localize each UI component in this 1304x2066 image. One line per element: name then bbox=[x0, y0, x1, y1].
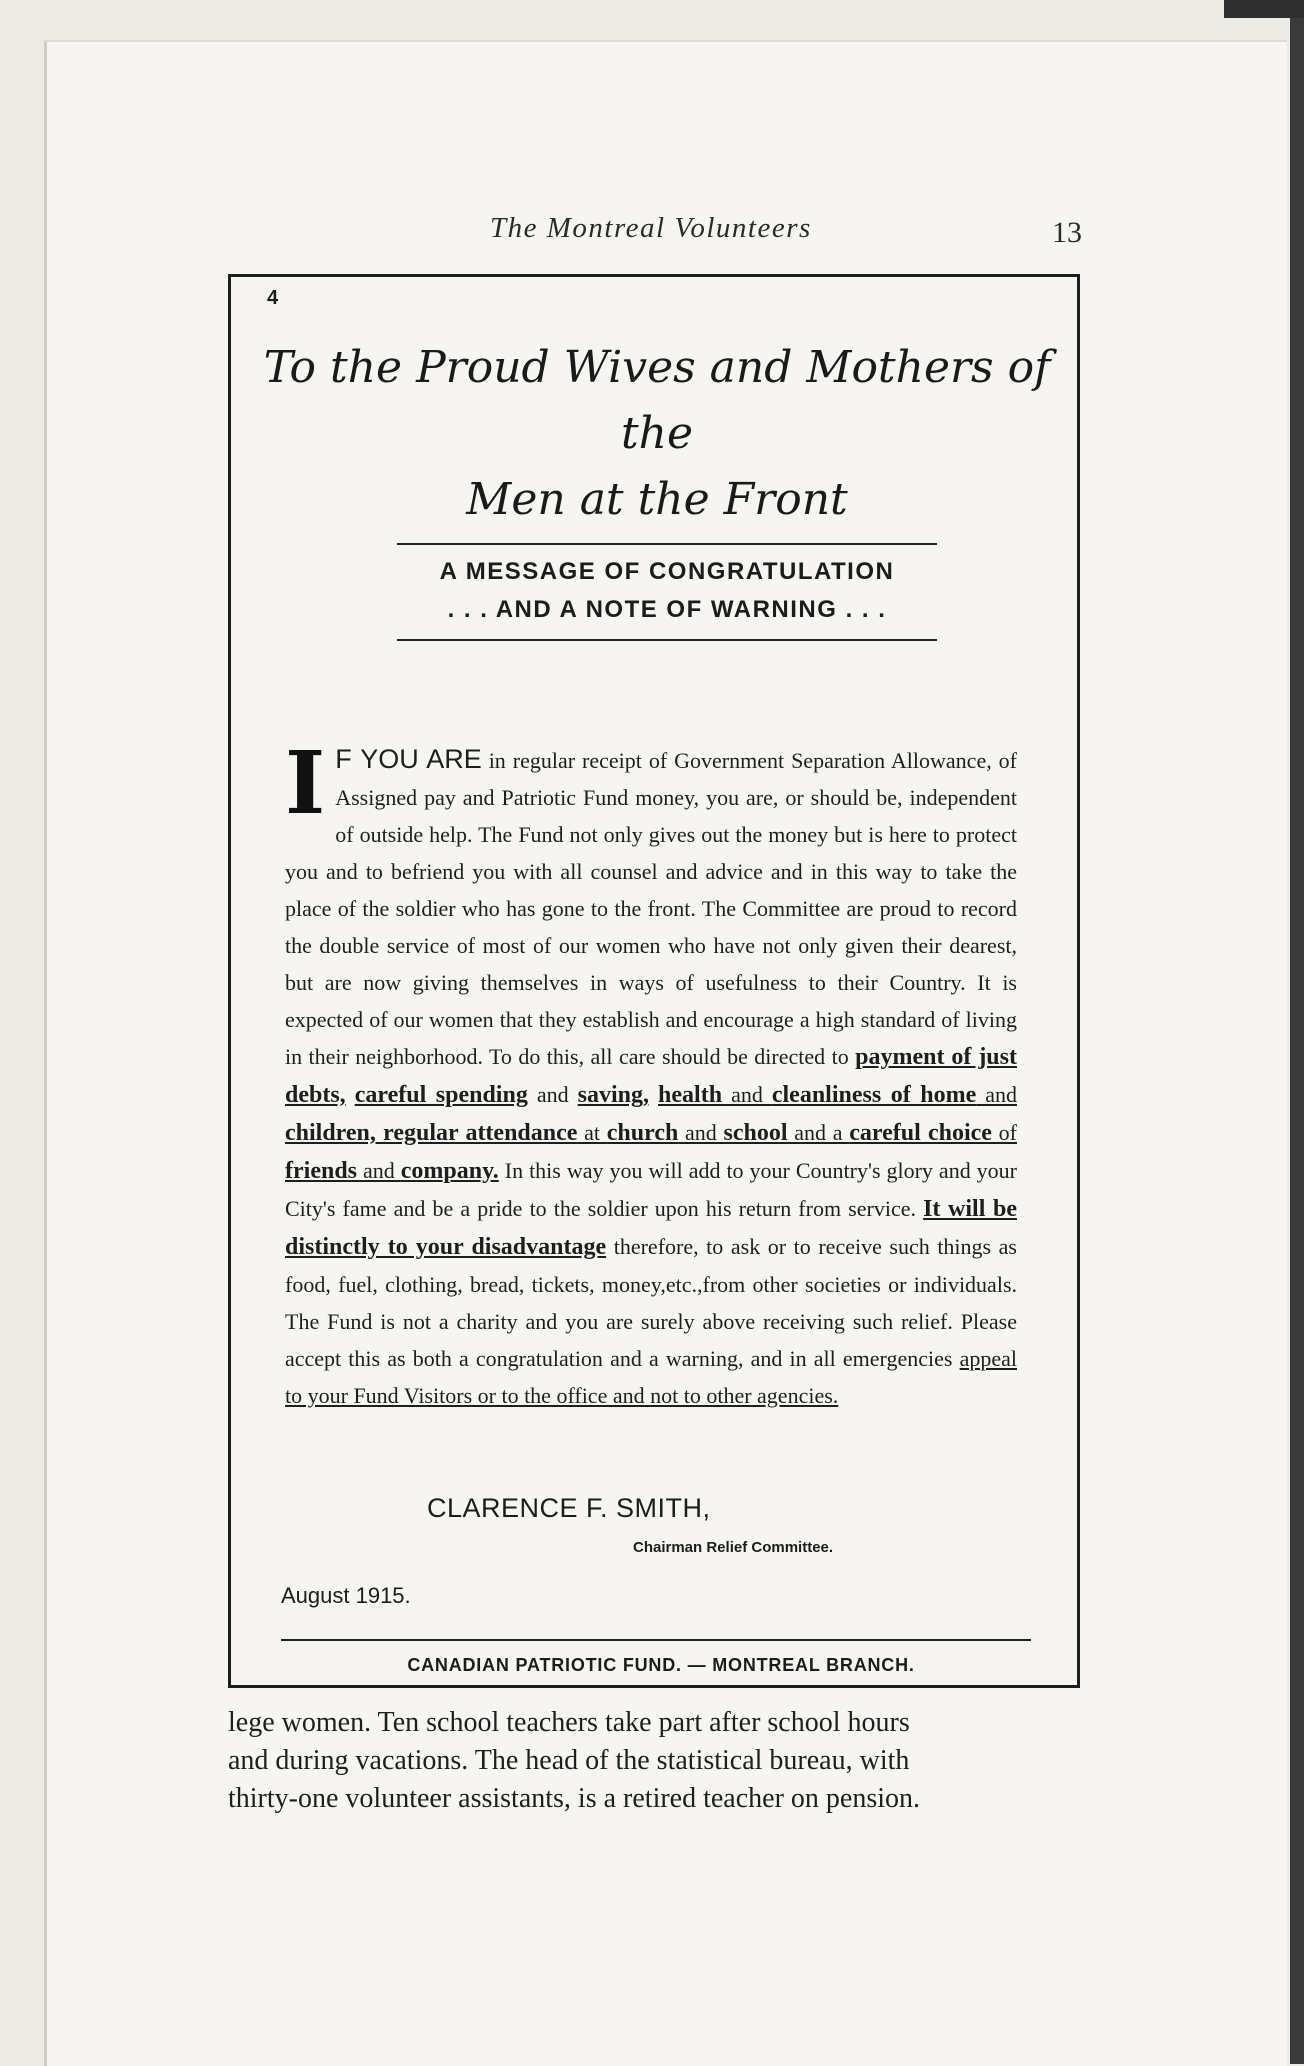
emphasis-cleanliness: cleanliness of home bbox=[771, 1082, 977, 1108]
headline-line-1: To the Proud Wives and Mothers of the bbox=[263, 342, 1051, 459]
body-part-3: therefore, to ask or to receive such things as food, fuel, clothing, bread, tickets, money,etc.,from other societies or individuals. The Fund is not a charity and you are surely above receiving such relief. Please accept this as both a congratulation and a warning, and in all emergencies bbox=[285, 1234, 1017, 1371]
ad-headline bbox=[251, 335, 1063, 533]
emphasis-disadvantage: It will be distinctly to your disadvantage bbox=[285, 1196, 1017, 1260]
footer-rule bbox=[281, 1639, 1031, 1641]
signature-title: Chairman Relief Committee. bbox=[633, 1539, 834, 1556]
ad-date: August 1915. bbox=[281, 1583, 411, 1608]
emphasis-careful-choice: careful choice bbox=[849, 1120, 992, 1146]
emphasis-appeal: appeal to your Fund Visitors or to the office and not to other agencies. bbox=[285, 1346, 1017, 1408]
emphasis-children: children, regular attendance bbox=[285, 1120, 578, 1146]
ad-number: 4 bbox=[267, 287, 279, 309]
emphasis-payment: payment of just debts, bbox=[285, 1044, 1017, 1108]
scan-border-right bbox=[1290, 0, 1304, 2064]
emphasis-company: company. bbox=[400, 1158, 499, 1184]
emphasis-friends: friends bbox=[285, 1158, 357, 1184]
advertisement-box bbox=[228, 274, 1080, 1688]
emphasis-careful-spending: careful spending bbox=[354, 1082, 528, 1108]
ad-body bbox=[285, 733, 1018, 1414]
continuation-line-1: lege women. Ten school teachers take part after school hours bbox=[228, 1707, 910, 1738]
connector-of: of bbox=[991, 1120, 1018, 1145]
opening-words: F YOU ARE bbox=[335, 744, 482, 774]
connector-and: and bbox=[527, 1082, 578, 1107]
connector-and-a: and a bbox=[787, 1120, 850, 1145]
connector-and-4: and bbox=[678, 1120, 724, 1145]
subhead-line-1: A MESSAGE OF CONGRATULATION bbox=[439, 558, 895, 585]
connector-and-5: and bbox=[357, 1158, 401, 1183]
scan-border-top bbox=[1224, 0, 1304, 18]
subhead-rule-bottom bbox=[397, 639, 937, 641]
connector-at: at bbox=[577, 1120, 607, 1145]
headline-line-2: Men at the Front bbox=[466, 474, 848, 525]
continuation-line-2: and during vacations. The head of the statistical bureau, with bbox=[228, 1745, 910, 1776]
body-part-2: In this way you will add to your Country's glory and your City's fame and be a pride to the soldier upon his return from service. bbox=[285, 1158, 1018, 1221]
drop-cap: I bbox=[285, 733, 326, 834]
subhead-line-2: . . . AND A NOTE OF WARNING . . . bbox=[447, 596, 887, 623]
emphasis-church: church bbox=[606, 1120, 679, 1146]
running-head: The Montreal Volunteers bbox=[490, 212, 812, 244]
continuation-line-3: thirty-one volunteer assistants, is a retired teacher on pension. bbox=[228, 1783, 921, 1814]
emphasis-school: school bbox=[723, 1120, 788, 1146]
body-part-1: in regular receipt of Government Separation Allowance, of Assigned pay and Patriotic Fund money, you are, or should be, independent of outside help. The Fund not only gives out the money but is here to protect you and to befriend you with all counsel and advice and in this way to take the place of the soldier who has gone to the front. The Committee are proud to record the double service of most of our women who have not only given their dearest, but are now giving themselves in ways of usefulness to their Country. It is expected of our women that they establish and encourage a high standard of living in their neighborhood. To do this, all care should be directed to bbox=[285, 748, 1017, 1069]
connector-and-2: and bbox=[722, 1082, 772, 1107]
emphasis-health: health bbox=[658, 1082, 723, 1108]
signature-name: CLARENCE F. SMITH, bbox=[427, 1493, 711, 1523]
continuation-paragraph bbox=[228, 1704, 1044, 1818]
page-number: 13 bbox=[1052, 216, 1082, 249]
emphasis-saving: saving, bbox=[577, 1082, 649, 1108]
ad-footer: CANADIAN PATRIOTIC FUND. — MONTREAL BRANCH. bbox=[407, 1655, 915, 1675]
subhead-rule-top bbox=[397, 543, 937, 545]
connector-and-3: and bbox=[976, 1082, 1018, 1107]
